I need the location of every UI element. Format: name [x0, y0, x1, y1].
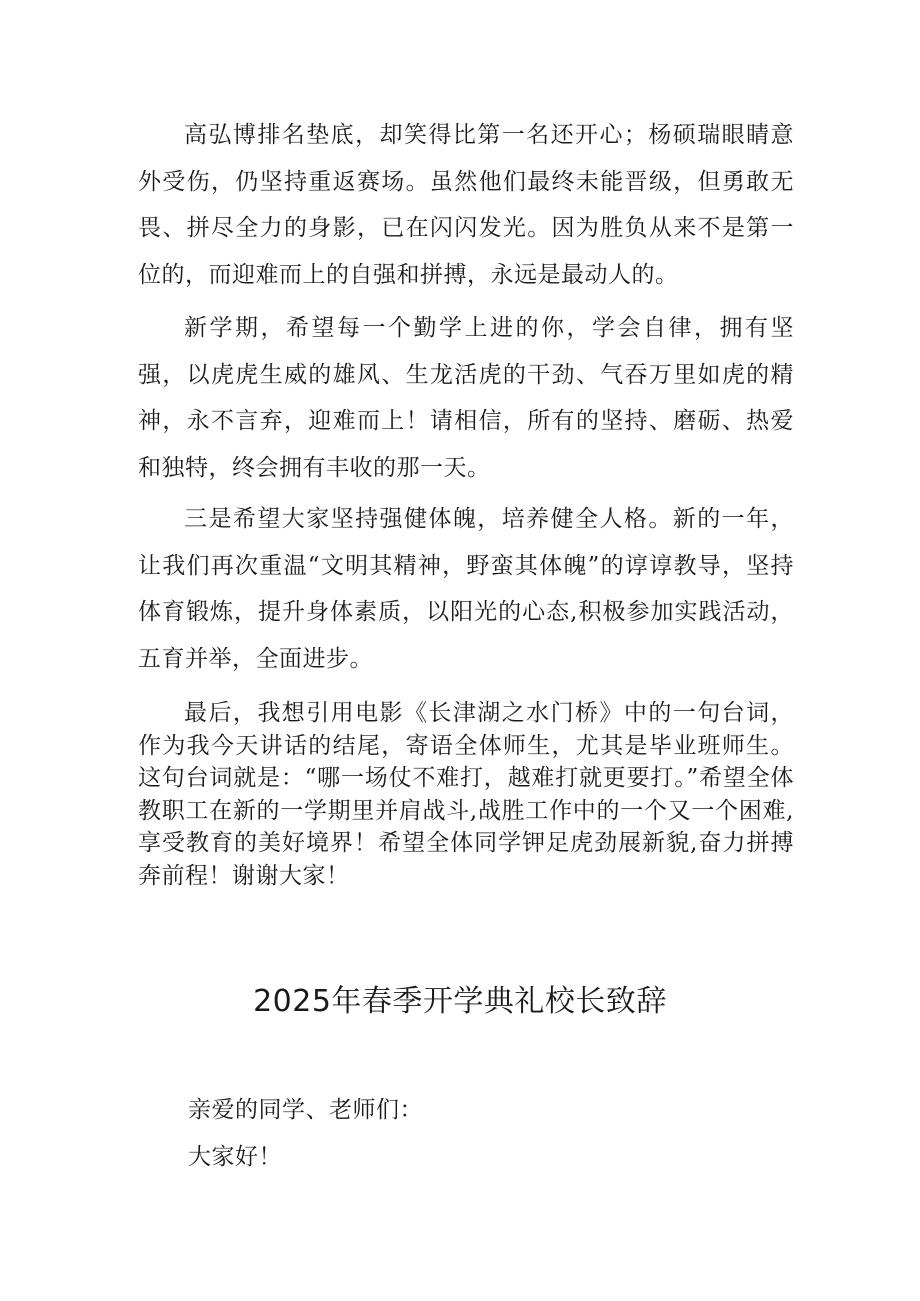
- paragraph-closing: 最后，我想引用电影《长津湖之水门桥》中的一句台词，作为我今天讲话的结尾，寄语全体师生，尤其是毕业班师生。这句台词就是：“哪一场仗不难打，越难打就更要打。”希望全体教职工在新的一学期里并肩战斗,战胜工作中的一个又一个困难,享受教育的美好境界！希望全体同学钾足虎劲展新貌,奋力拼搏奔前程！谢谢大家！: [138, 700, 794, 889]
- salutation: 亲爱的同学、老师们：: [188, 1097, 423, 1123]
- paragraph-physical-health: 三是希望大家坚持强健体魄，培养健全人格。新的一年，让我们再次重温“文明其精神，野蛮其体魄”的谆谆教导，坚持体育锻炼，提升身体素质，以阳光的心态,积极参加实践活动，五育并举，全面进步。: [138, 506, 794, 672]
- speech-title: 2025年春季开学典礼校长致辞: [253, 984, 667, 1019]
- paragraph-athletes: 高弘博排名垫底，却笑得比第一名还开心；杨硕瑞眼睛意外受伤，仍坚持重返赛场。虽然他们最终未能晋级，但勇敢无畏、拼尽全力的身影，已在闪闪发光。因为胜负从来不是第一位的，而迎难而上的自强和拼搏，永远是最动人的。: [138, 122, 794, 288]
- greeting: 大家好！: [188, 1144, 282, 1170]
- paragraph-new-semester: 新学期，希望每一个勤学上进的你，学会自律，拥有坚强，以虎虎生威的雄风、生龙活虎的干劲、气吞万里如虎的精神，永不言弃，迎难而上！请相信，所有的坚持、磨砺、热爱和独特，终会拥有丰收的那一天。: [138, 315, 794, 481]
